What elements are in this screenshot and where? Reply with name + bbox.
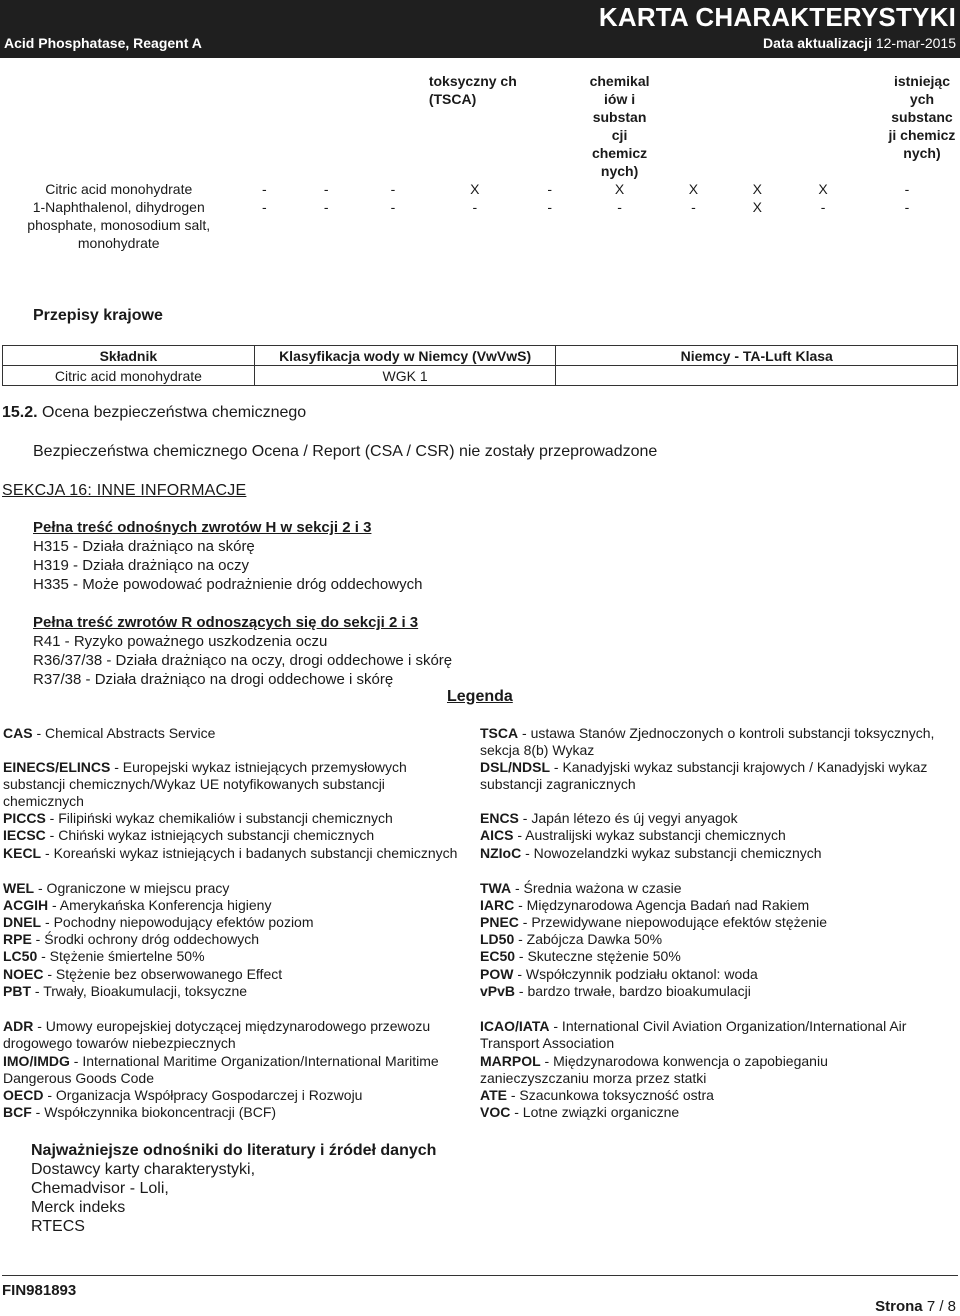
list-item: H319 - Działa drażniąco na oczy	[33, 557, 249, 574]
legend-entry: BCF - Współczynnika biokoncentracji (BCF)	[3, 1104, 277, 1120]
legend-entry: vPvB - bardzo trwałe, bardzo bioakumulacji	[480, 983, 751, 999]
table-cell	[556, 366, 958, 386]
table-row	[2, 180, 958, 198]
table-cell: -	[323, 181, 329, 197]
list-item: R41 - Ryzyko poważnego uszkodzenia oczu	[33, 633, 328, 650]
legend-entry: NOEC - Stężenie bez obserwowanego Effect	[3, 966, 283, 982]
inventory-header-cell	[293, 72, 359, 180]
legend-entry: KECL - Koreański wykaz istniejących i badanych substancji chemicznych	[3, 845, 458, 861]
legend-entry: EINECS/ELINCS - Europejski wykaz istniejących przemysłowych substancji chemicznych/Wykaz UE notyfikowanych substancji chemicznych	[3, 759, 407, 809]
legend-entry: TWA - Średnia ważona w czasie	[480, 880, 682, 896]
legend-entry: TSCA - ustawa Stanów Zjednoczonych o kontroli substancji toksycznych, sekcja 8(b) Wykaz	[480, 725, 935, 758]
section-heading: Przepisy krajowe	[33, 307, 163, 324]
table-cell: -	[691, 199, 696, 215]
inventory-header-row	[2, 72, 958, 180]
inventory-header-cell	[724, 72, 790, 180]
page-label: Strona	[875, 1298, 923, 1315]
table-cell: -	[390, 199, 396, 215]
subsection-heading	[2, 404, 306, 422]
document-id: FIN981893	[2, 1282, 77, 1299]
list-item: R37/38 - Działa drażniąco na drogi oddechowe i skórę	[33, 671, 394, 688]
legend-entry: DNEL - Pochodny niepowodujący efektów poziom	[3, 914, 314, 930]
column-header: Klasyfikacja wody w Niemcy (VwVwS)	[254, 346, 556, 366]
inventory-header-cell	[790, 72, 856, 180]
legend-entry: EC50 - Skuteczne stężenie 50%	[480, 948, 681, 964]
list-item: R36/37/38 - Działa drażniąco na oczy, drogi oddechowe i skórę	[33, 652, 453, 669]
inventory-header-cell	[663, 72, 725, 180]
product-name: Acid Phosphatase, Reagent A	[4, 35, 202, 51]
table-cell: -	[904, 199, 910, 215]
legend-entry: ACGIH - Amerykańska Konferencja higieny	[3, 897, 272, 913]
table-cell: X	[752, 199, 762, 215]
table-cell: X	[470, 181, 480, 197]
table-cell: X	[688, 181, 699, 197]
inventory-header-cell	[235, 72, 293, 180]
page-number	[875, 1298, 956, 1315]
paragraph: Bezpieczeństwa chemicznego Ocena / Report (CSA / CSR) nie zostały przeprowadzone	[33, 443, 658, 460]
references-heading: Najważniejsze odnośniki do literatury i źródeł danych	[31, 1142, 437, 1159]
table-row	[3, 366, 958, 386]
table-cell: -	[820, 199, 826, 215]
inventory-header-cell	[523, 72, 577, 180]
table-cell: -	[547, 181, 552, 197]
table-cell: -	[904, 181, 910, 197]
h-statements	[33, 518, 422, 594]
legend-entry: LD50 - Zabójcza Dawka 50%	[480, 931, 663, 947]
r-phrases	[33, 613, 452, 689]
revision-label: Data aktualizacji	[763, 35, 872, 51]
inventory-header-cell	[359, 72, 427, 180]
legend-entry: PICCS - Filipiński wykaz chemikaliów i substancji chemicznych	[3, 810, 393, 826]
table-cell: -	[472, 199, 478, 215]
legend-heading: Legenda	[447, 688, 513, 705]
legend-entry: OECD - Organizacja Współpracy Gospodarczej i Rozwoju	[3, 1087, 363, 1103]
legend-entry: ATE - Szacunkowa toksyczność ostra	[480, 1087, 714, 1103]
legend-entry: ICAO/IATA - International Civil Aviation Organization/International Air Transport Association	[480, 1018, 907, 1051]
table-cell: -	[617, 199, 622, 215]
revision-date	[763, 35, 956, 51]
legend-entry: NZIoC - Nowozelandzki wykaz substancji chemicznych	[480, 845, 822, 861]
legend-entry: IARC - Międzynarodowa Agencja Badań nad Rakiem	[480, 897, 810, 913]
table-cell: WGK 1	[254, 366, 556, 386]
list-item: Merck indeks	[31, 1199, 126, 1216]
page-value: 7 / 8	[926, 1298, 956, 1315]
column-header: Niemcy - TA-Luft Klasa	[556, 346, 958, 366]
list-item: H335 - Może powodować podrażnienie dróg oddechowych	[33, 576, 423, 593]
revision-value: 12-mar-2015	[875, 35, 956, 51]
legend-entry: VOC - Lotne związki organiczne	[480, 1104, 680, 1120]
subsection-title: Ocena bezpieczeństwa chemicznego	[42, 404, 307, 421]
inventory-header-cell: toksyczny ch (TSCA)	[428, 73, 517, 107]
legend-entry: DSL/NDSL - Kanadyjski wykaz substancji krajowych / Kanadyjski wykaz substancji zagranicznych	[480, 759, 928, 792]
list-item: Chemadvisor - Loli,	[31, 1180, 169, 1197]
substance-name: Citric acid monohydrate	[45, 181, 193, 197]
legend-entry: POW - Współczynnik podziału oktanol: woda	[480, 966, 758, 982]
column-header: Składnik	[3, 346, 255, 366]
legend-entry: AICS - Australijski wykaz substancji chemicznych	[480, 827, 786, 843]
table-cell: -	[547, 199, 552, 215]
legend-entry: WEL - Ograniczone w miejscu pracy	[3, 880, 230, 896]
legend-entry: MARPOL - Międzynarodowa konwencja o zapobieganiu zanieczyszczaniu morza przez statki	[480, 1053, 828, 1086]
legend-entry: IMO/IMDG - International Maritime Organization/International Maritime Dangerous Goods Code	[3, 1053, 439, 1086]
legend-entry: PBT - Trwały, Bioakumulacji, toksyczne	[3, 983, 248, 999]
table-cell: X	[614, 181, 625, 197]
inventory-header-cell: istniejąc ych substanc ji chemicz nych)	[888, 73, 956, 161]
section-heading: SEKCJA 16: INNE INFORMACJE	[2, 482, 247, 499]
table-cell: Citric acid monohydrate	[3, 366, 255, 386]
legend-entry: RPE - Środki ochrony dróg oddechowych	[3, 931, 260, 947]
table-header-row	[3, 346, 958, 366]
legend-entry: IECSC - Chiński wykaz istniejących substancji chemicznych	[3, 827, 375, 843]
list-item: RTECS	[31, 1218, 85, 1235]
table-cell: -	[262, 199, 267, 215]
footer-divider	[2, 1275, 958, 1276]
references	[31, 1141, 436, 1236]
table-cell: X	[752, 181, 762, 197]
inventory-header-cell	[2, 72, 235, 180]
legend-entry: ADR - Umowy europejskiej dotyczącej międzynarodowego przewozu drogowego towarów niebezpiecznych	[3, 1018, 431, 1051]
national-regulations-table	[2, 345, 958, 386]
legend-entry: LC50 - Stężenie śmiertelne 50%	[3, 948, 205, 964]
subsection-number: 15.2.	[2, 404, 38, 421]
legend-entry: PNEC - Przewidywane niepowodujące efektów stężenie	[480, 914, 828, 930]
document-title: KARTA CHARAKTERYSTYKI	[598, 2, 956, 32]
substance-name: 1-Naphthalenol, dihydrogen phosphate, monosodium salt, monohydrate	[27, 199, 211, 251]
list-item: Dostawcy karty charakterystyki,	[31, 1161, 256, 1178]
r-phrases-heading: Pełna treść zwrotów R odnoszących się do sekcji 2 i 3	[33, 614, 419, 631]
inventory-header-cell: chemikal iów i substan cji chemicz nych)	[589, 73, 650, 179]
list-item: H315 - Działa drażniąco na skórę	[33, 538, 255, 555]
table-cell: X	[818, 181, 828, 197]
legend-entry: ENCS - Japán létezo és új vegyi anyagok	[480, 810, 738, 826]
table-row	[2, 198, 958, 252]
inventory-table	[2, 72, 958, 252]
table-cell: -	[323, 199, 329, 215]
legend-entry: CAS - Chemical Abstracts Service	[3, 725, 216, 741]
table-cell: -	[390, 181, 396, 197]
table-cell: -	[262, 181, 267, 197]
h-statements-heading: Pełna treść odnośnych zwrotów H w sekcji 2 i 3	[33, 519, 372, 536]
